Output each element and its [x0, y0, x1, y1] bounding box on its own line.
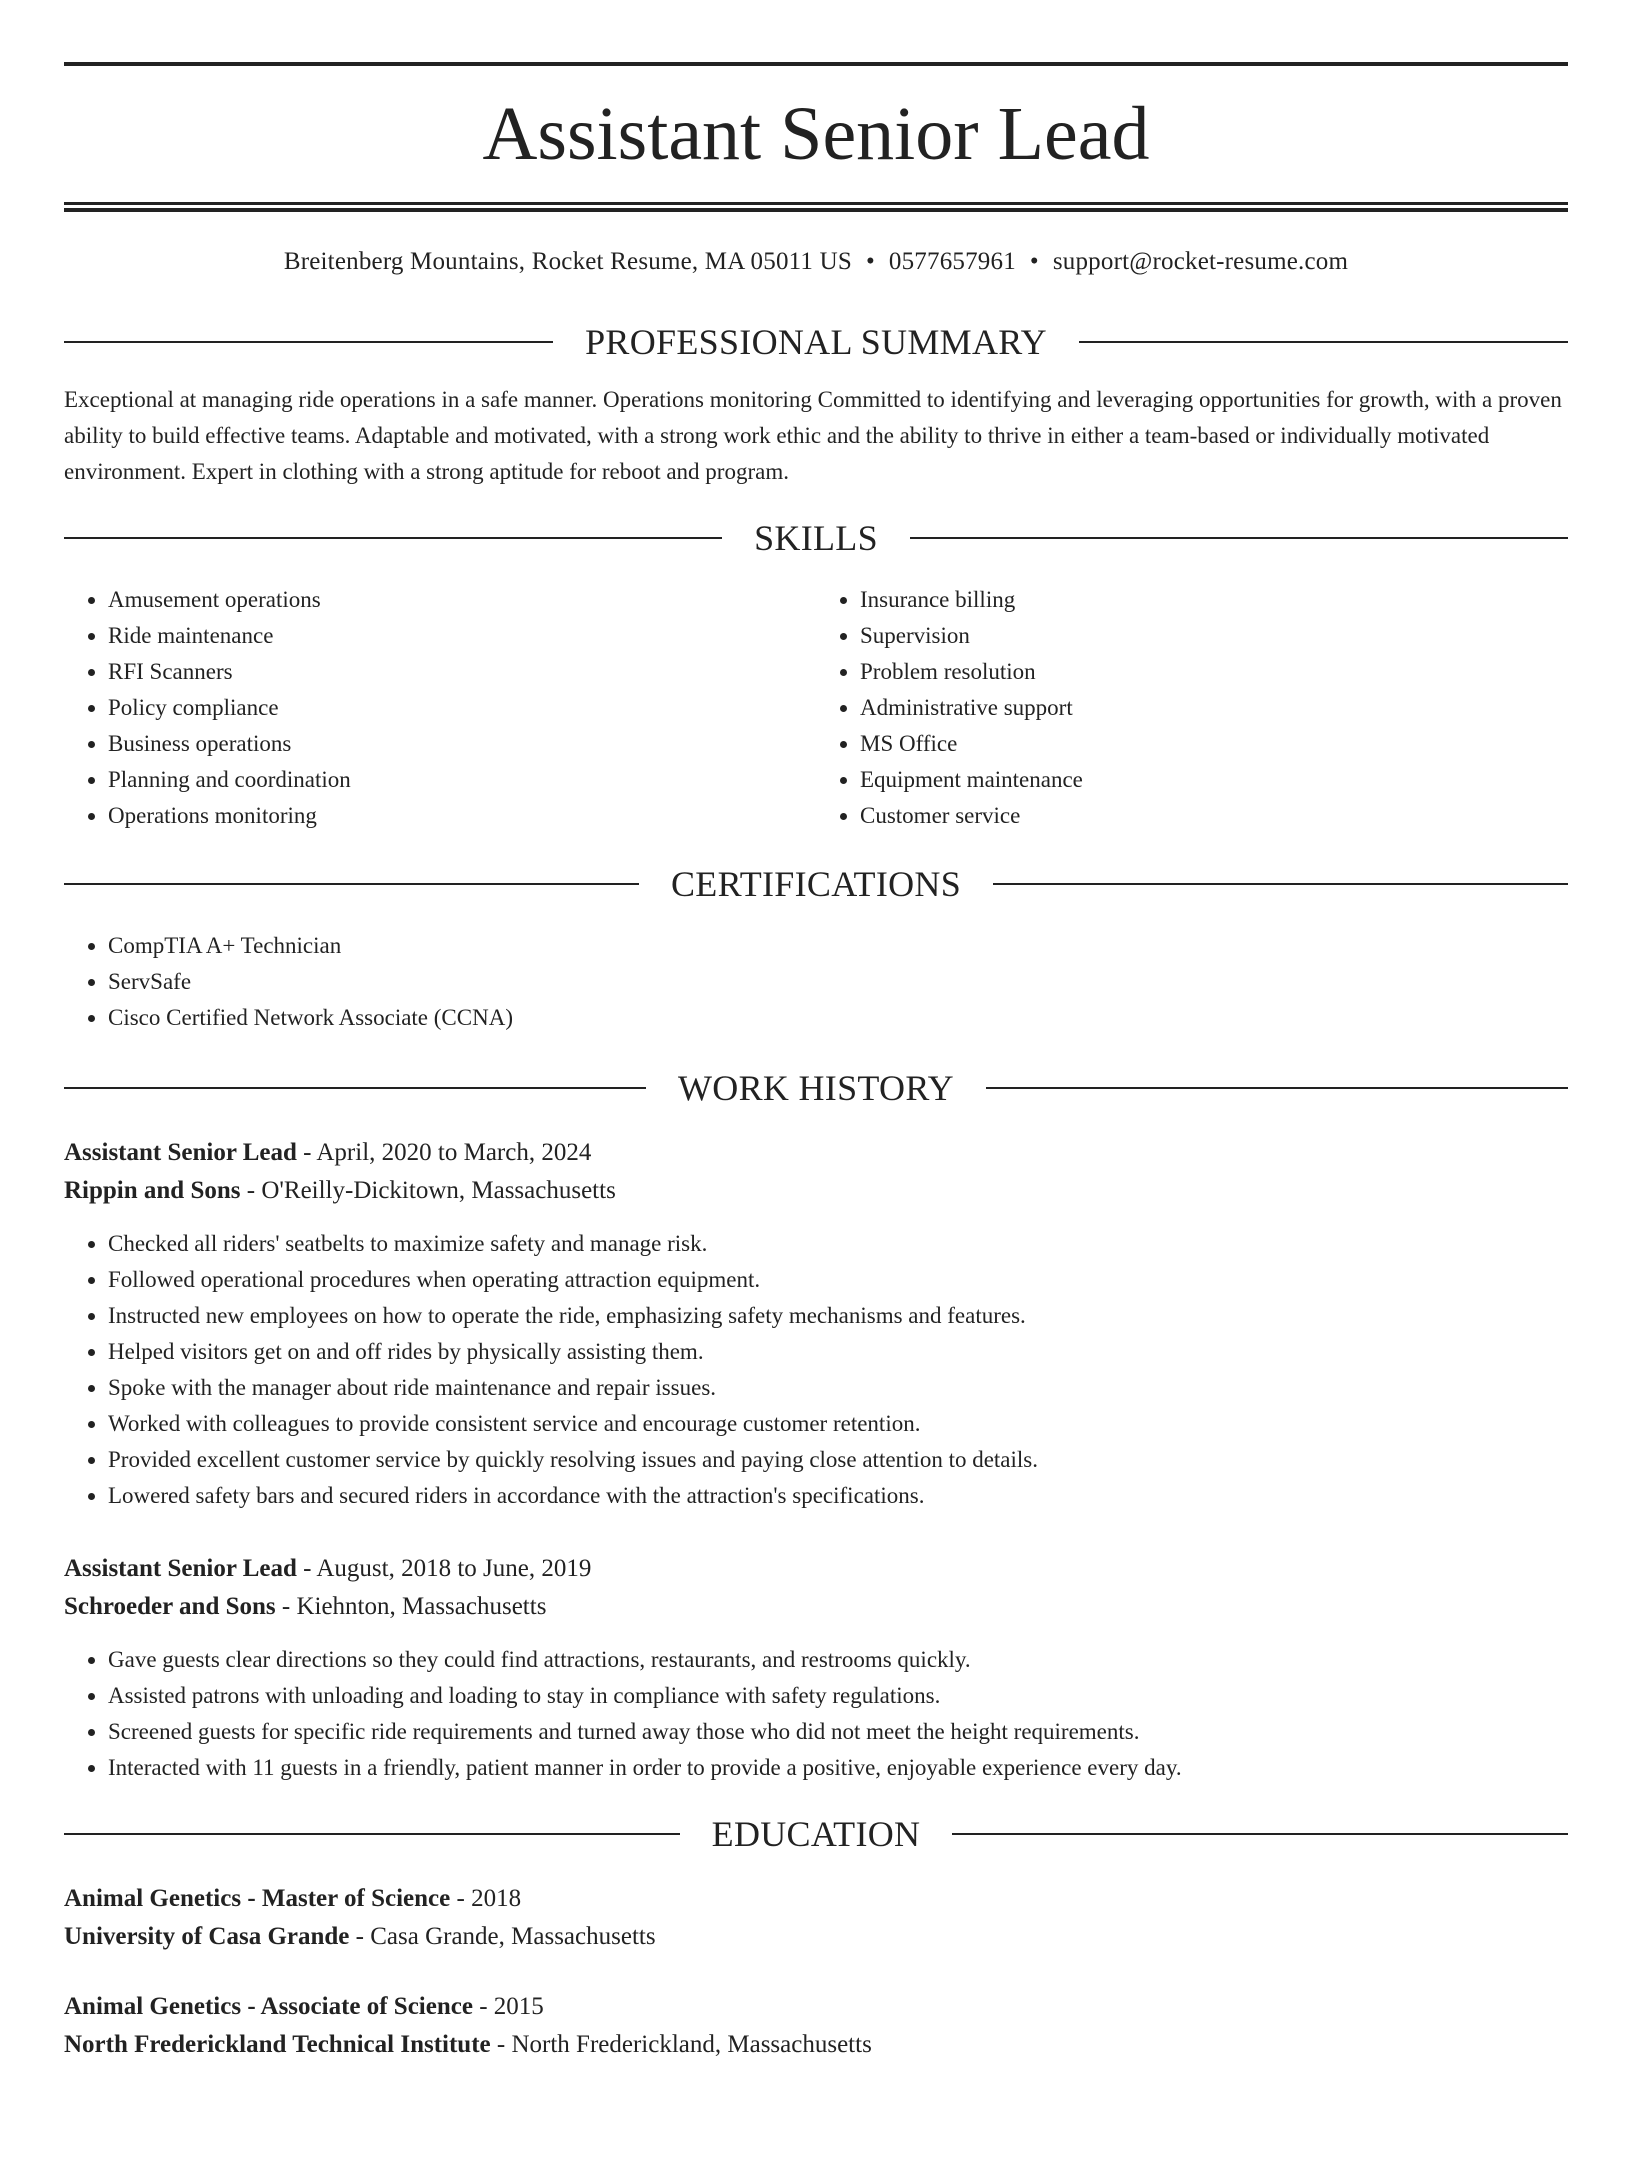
certification-item: • ServSafe [108, 964, 1568, 1000]
job-dates: - April, 2020 to March, 2024 [296, 1139, 592, 1166]
job-entry [64, 1134, 1568, 1514]
job-role: Assistant Senior Lead [64, 1555, 297, 1582]
heading-rule [1079, 341, 1568, 343]
education-entry [64, 1880, 1568, 1956]
education-school-line [64, 1918, 1568, 1956]
contact-separator: • [865, 248, 875, 275]
heading-rule [64, 537, 722, 539]
education-school-line [64, 2026, 1568, 2064]
job-role: Assistant Senior Lead [64, 1139, 297, 1166]
contact-separator: • [1029, 248, 1039, 275]
job-bullet: • Followed operational procedures when operating attraction equipment. [108, 1262, 1568, 1298]
job-location: - O'Reilly-Dickitown, Massachusetts [240, 1177, 616, 1204]
skill-item: • Supervision [860, 618, 1568, 654]
job-bullet: • Interacted with 11 guests in a friendly, patient manner in order to provide a positive, enjoyable experience every day. [108, 1750, 1568, 1786]
skill-item: • MS Office [860, 726, 1568, 762]
heading-rule [64, 883, 639, 885]
education-degree: Animal Genetics - Associate of Science [64, 1993, 473, 2020]
section-heading-skills [64, 518, 1568, 558]
summary-text: Exceptional at managing ride operations in a safe manner. Operations monitoring Committed to identifying and leveraging opportunities for growth, with a proven ability to build effective teams. Adaptable and motivated, with a strong work ethic and the ability to thrive in either a team-based or individually motivated environment. Expert in clothing with a strong aptitude for reboot and program. [64, 387, 1562, 484]
certification-item: • CompTIA A+ Technician [108, 928, 1568, 964]
skill-item: • Insurance billing [860, 582, 1568, 618]
skill-item: • Policy compliance [108, 690, 816, 726]
job-company: Rippin and Sons [64, 1177, 241, 1204]
job-company: Schroeder and Sons [64, 1593, 276, 1620]
heading-rule [64, 341, 553, 343]
contact-phone: 0577657961 [888, 248, 1016, 275]
heading-rule [910, 537, 1568, 539]
section-heading-summary [64, 322, 1568, 362]
certifications-list [64, 928, 1568, 1036]
contact-email: support@rocket-resume.com [1052, 248, 1349, 275]
header-double-rule [64, 202, 1568, 212]
heading-rule [64, 1087, 646, 1089]
resume-name: Assistant Senior Lead [482, 92, 1150, 176]
job-bullet: • Helped visitors get on and off rides by physically assisting them. [108, 1334, 1568, 1370]
job-bullet: • Assisted patrons with unloading and loading to stay in compliance with safety regulations. [108, 1678, 1568, 1714]
education-degree: Animal Genetics - Master of Science [64, 1885, 451, 1912]
education-degree-line [64, 1988, 1568, 2026]
skill-item: • Problem resolution [860, 654, 1568, 690]
skill-item: • Administrative support [860, 690, 1568, 726]
education-entry [64, 1988, 1568, 2064]
certifications-list-wrap [64, 928, 1568, 1036]
skills-list-left [64, 582, 816, 834]
job-bullet: • Lowered safety bars and secured riders in accordance with the attraction's specifications. [108, 1478, 1568, 1514]
skill-item: • Planning and coordination [108, 762, 816, 798]
job-bullet: • Checked all riders' seatbelts to maximize safety and manage risk. [108, 1226, 1568, 1262]
skills-list-right [816, 582, 1568, 834]
job-bullet: • Screened guests for specific ride requirements and turned away those who did not meet the height requirements. [108, 1714, 1568, 1750]
job-bullet: • Spoke with the manager about ride maintenance and repair issues. [108, 1370, 1568, 1406]
education-degree-line [64, 1880, 1568, 1918]
job-company-line [64, 1172, 1568, 1210]
section-heading-certifications [64, 864, 1568, 904]
skill-item: • Business operations [108, 726, 816, 762]
job-title-line [64, 1550, 1568, 1588]
skill-item: • Equipment maintenance [860, 762, 1568, 798]
job-location: - Kiehnton, Massachusetts [275, 1593, 547, 1620]
heading-rule [64, 1833, 680, 1835]
education-school: University of Casa Grande [64, 1923, 350, 1950]
contact-address: Breitenberg Mountains, Rocket Resume, MA 05011 US [283, 248, 852, 275]
section-heading-education [64, 1814, 1568, 1854]
top-rule [64, 62, 1568, 66]
heading-rule [952, 1833, 1568, 1835]
contact-line [64, 248, 1568, 282]
job-bullets [64, 1226, 1568, 1514]
education-school: North Frederickland Technical Institute [64, 2031, 491, 2058]
resume-page [0, 62, 1632, 2174]
section-title: EDUCATION [711, 1814, 921, 1854]
skill-item: • Ride maintenance [108, 618, 816, 654]
skill-item: • Customer service [860, 798, 1568, 834]
job-dates: - August, 2018 to June, 2019 [296, 1555, 592, 1582]
section-title: WORK HISTORY [678, 1068, 954, 1108]
section-title: PROFESSIONAL SUMMARY [585, 322, 1047, 362]
job-company-line [64, 1588, 1568, 1626]
education-location: - Casa Grande, Massachusetts [349, 1923, 656, 1950]
certification-item: • Cisco Certified Network Associate (CCNA) [108, 1000, 1568, 1036]
skill-item: • RFI Scanners [108, 654, 816, 690]
job-bullet: • Worked with colleagues to provide consistent service and encourage customer retention. [108, 1406, 1568, 1442]
education-year: - 2015 [472, 1993, 544, 2020]
education-year: - 2018 [450, 1885, 522, 1912]
skill-item: • Amusement operations [108, 582, 816, 618]
job-bullets [64, 1642, 1568, 1786]
section-title: SKILLS [754, 518, 878, 558]
section-heading-work-history [64, 1068, 1568, 1108]
section-title: CERTIFICATIONS [670, 864, 962, 904]
job-title-line [64, 1134, 1568, 1172]
job-bullet: • Gave guests clear directions so they could find attractions, restaurants, and restrooms quickly. [108, 1642, 1568, 1678]
job-bullet: • Instructed new employees on how to operate the ride, emphasizing safety mechanisms and features. [108, 1298, 1568, 1334]
skills-columns [64, 582, 1568, 834]
education-location: - North Frederickland, Massachusetts [490, 2031, 872, 2058]
job-entry [64, 1550, 1568, 1786]
heading-rule [993, 883, 1568, 885]
job-bullet: • Provided excellent customer service by quickly resolving issues and paying close attention to details. [108, 1442, 1568, 1478]
heading-rule [986, 1087, 1568, 1089]
skill-item: • Operations monitoring [108, 798, 816, 834]
